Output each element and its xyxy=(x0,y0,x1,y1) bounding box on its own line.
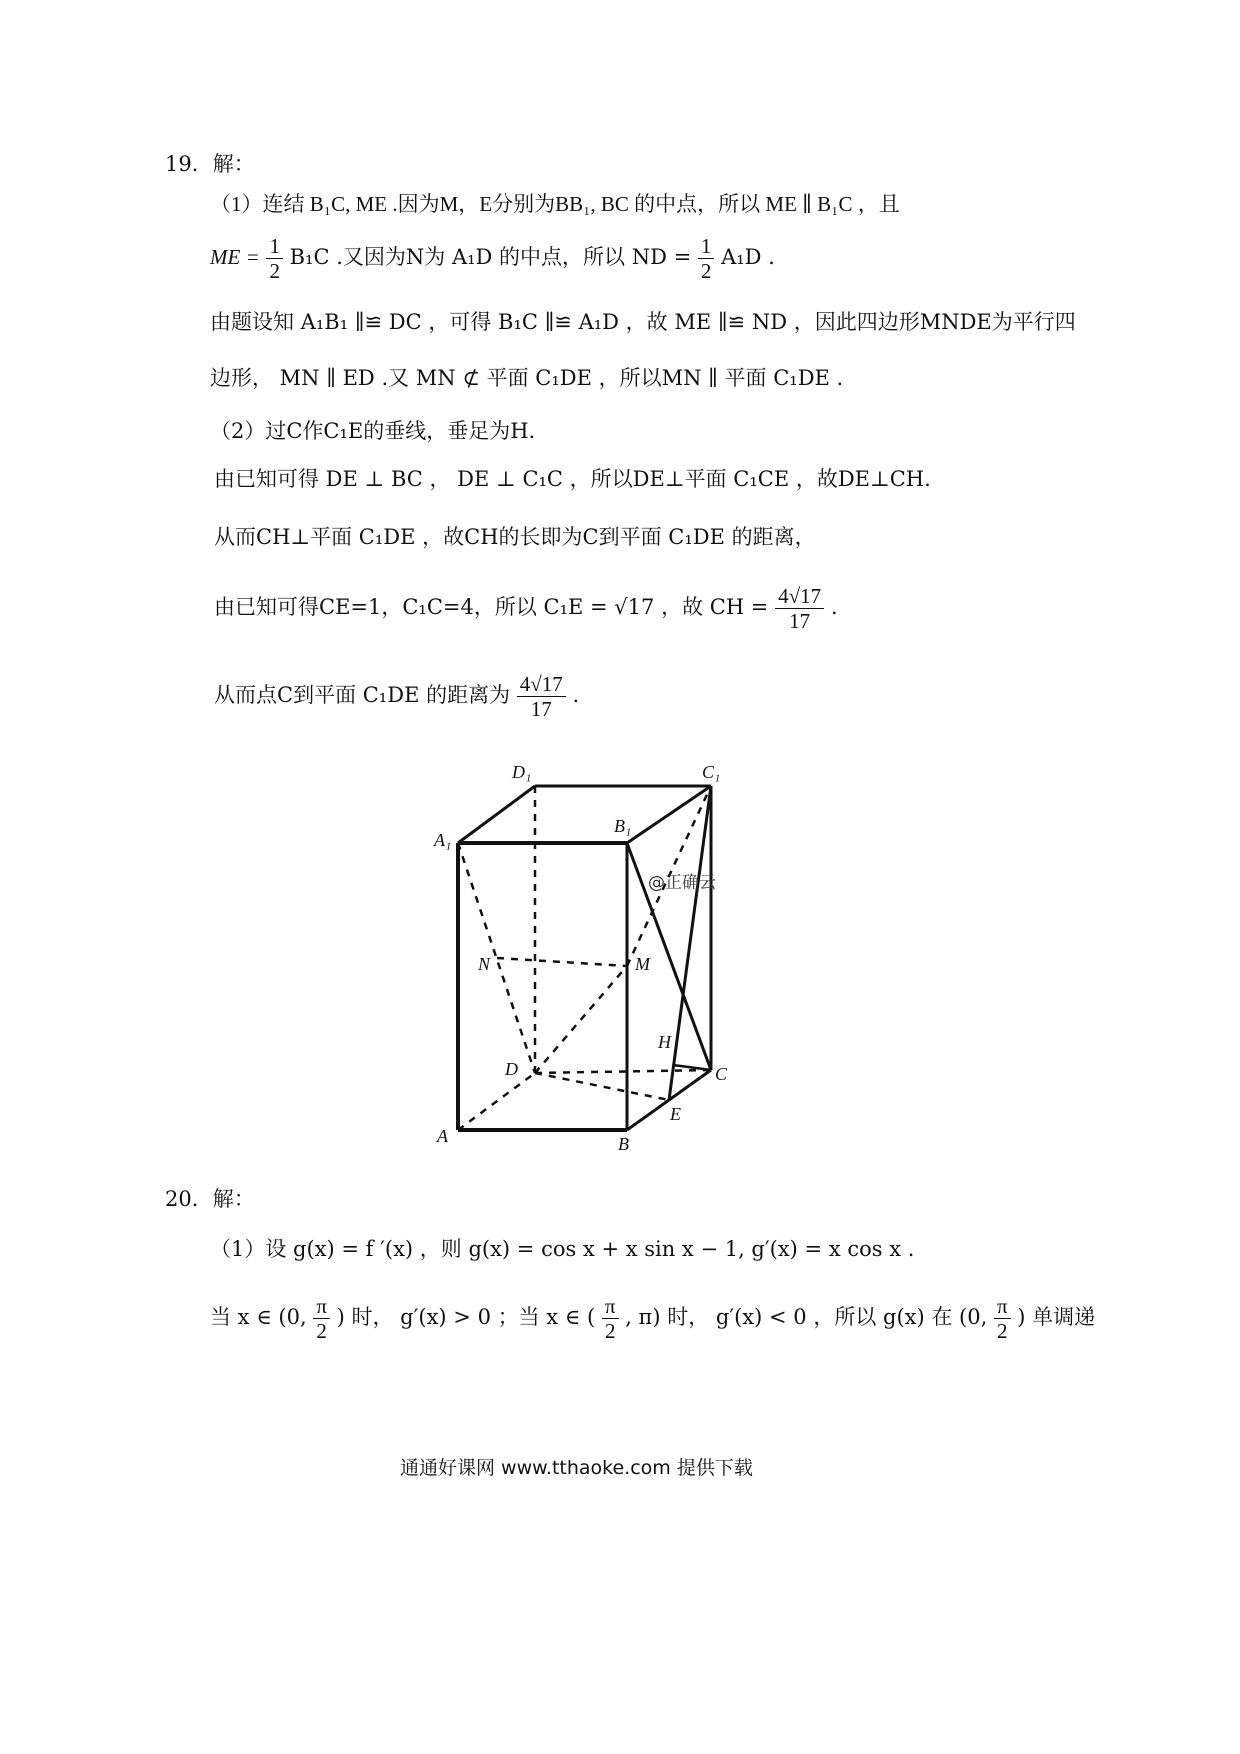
label-a: A xyxy=(437,1126,448,1146)
edge-e-c xyxy=(669,1070,711,1100)
q19-part2-line2: 由已知可得 DE ⊥ BC ， DE ⊥ C₁C ，所以DE⊥平面 C₁CE ，故DE⊥CH. xyxy=(214,467,931,491)
part2-line4-text: 由已知可得CE=1，C₁C=4，所以 C₁E = √17 ，故 CH = xyxy=(214,595,769,620)
segment-d-m xyxy=(535,966,627,1073)
eq-me: ME = xyxy=(210,245,260,270)
label-b1: B₁ xyxy=(614,816,632,836)
edge-a1-d1 xyxy=(458,786,535,843)
q19-part1-line3: 由题设知 A₁B₁ ∥≌ DC ，可得 B₁C ∥≌ A₁D ，故 ME ∥≌ ND ，因此四边形MNDE为平行四 xyxy=(210,310,1076,334)
fraction-distance: $\frac{4√17}{17}$ xyxy=(517,672,566,721)
q19-part1-line1: （1）连结 B₁C, ME .因为M，E分别为BB₁, BC 的中点，所以 ME ∥ B₁C ，且 xyxy=(210,192,900,216)
label-c1: C₁ xyxy=(702,762,721,782)
q19-part2-line1: （2）过C作C₁E的垂线，垂足为H. xyxy=(210,419,536,443)
fraction-half-2: $\frac{1}{2}$ xyxy=(698,234,715,283)
part2-line5-text: 从而点C到平面 C₁DE 的距离为 xyxy=(214,683,511,708)
fraction-pi-half-3: $\frac{\pi}{2}$ xyxy=(994,1294,1011,1343)
fraction-pi-half-2: $\frac{\pi}{2}$ xyxy=(602,1294,619,1343)
label-d1: D₁ xyxy=(512,762,532,782)
q19-part2-line3: 从而CH⊥平面 C₁DE ，故CH的长即为C到平面 C₁DE 的距离， xyxy=(214,525,816,549)
label-h: H xyxy=(658,1032,671,1052)
label-e: E xyxy=(670,1104,681,1124)
part1-line2-end: A₁D . xyxy=(721,245,775,270)
edge-d-c xyxy=(535,1070,711,1073)
fraction-pi-half-1: $\frac{\pi}{2}$ xyxy=(313,1294,330,1343)
fraction-half: $\frac{1}{2}$ xyxy=(266,234,283,283)
edge-b1-c1 xyxy=(627,786,711,843)
fraction-ch: $\frac{4√17}{17}$ xyxy=(775,584,824,633)
edge-a-d xyxy=(458,1073,535,1130)
segment-n-m xyxy=(497,958,627,966)
q19-part2-line4: 由已知可得CE=1，C₁C=4，所以 C₁E = √17 ，故 CH = $\frac{4√17}{17}$ . xyxy=(214,584,838,634)
label-d: D xyxy=(505,1059,518,1079)
segment-d-e xyxy=(535,1073,669,1100)
q19-part2-line5: 从而点C到平面 C₁DE 的距离为 $\frac{4√17}{17}$ . xyxy=(214,672,580,722)
edge-b-e xyxy=(627,1100,669,1130)
label-b: B xyxy=(618,1134,629,1154)
segment-a1-d xyxy=(458,843,535,1073)
watermark-text: @正确云 xyxy=(648,873,716,893)
q19-heading: 19．解： xyxy=(165,152,255,176)
q20-part1-line1: （1）设 g(x) = f ′(x) ，则 g(x) = cos x + x sin x − 1, g′(x) = x cos x . xyxy=(210,1237,915,1261)
part1-line2-middle: B₁C .又因为N为 A₁D 的中点，所以 ND = xyxy=(289,245,692,270)
q20-heading: 20．解： xyxy=(165,1187,255,1211)
page-footer: 通通好课网 www.tthaoke.com 提供下载 xyxy=(400,1457,753,1479)
q20-part1-line2: 当 x ∈ (0, $\frac{\pi}{2}$ ) 时， g′(x) > 0 ；当 x ∈ ( $\frac{\pi}{2}$ , π) 时， g′(x) < 0 ，所以 g(x) 在 (0, $\frac{\pi}{2}$ ) 单调递 xyxy=(210,1294,1096,1344)
label-n: N xyxy=(478,954,491,974)
label-m: M xyxy=(635,954,650,974)
q19-part1-line4: 边形， MN ∥ ED .又 MN ⊄ 平面 C₁DE ，所以MN ∥ 平面 C₁DE . xyxy=(210,366,844,390)
label-c: C xyxy=(715,1064,728,1084)
label-a1: A₁ xyxy=(434,830,452,850)
